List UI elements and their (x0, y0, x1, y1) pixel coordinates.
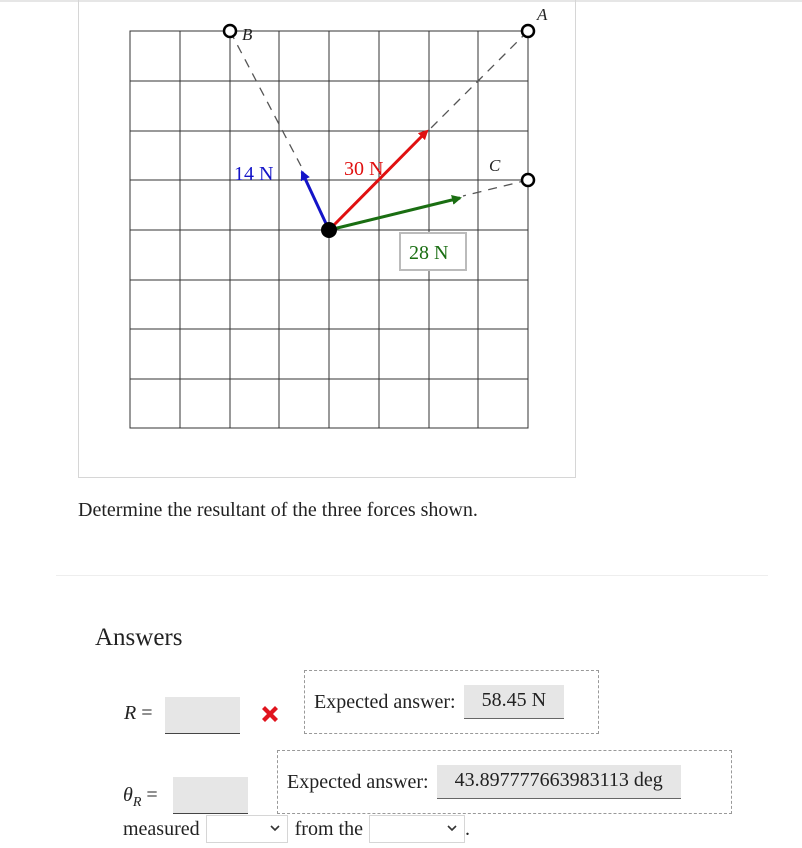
r-label (124, 702, 153, 725)
problem-prompt: Determine the resultant of the three forces shown. (78, 499, 478, 521)
section-divider (56, 575, 768, 576)
measured-row (123, 815, 470, 843)
period: . (464, 817, 470, 840)
r-answer-input[interactable] (165, 697, 240, 734)
measured-label: measured (123, 817, 200, 840)
r-equals: = (141, 702, 153, 724)
theta-expected-value: 43.897777663983113 deg (437, 765, 681, 799)
force-arrow-green (329, 198, 460, 230)
from-the-label: from the (294, 817, 363, 840)
force-figure (78, 0, 576, 478)
point-b-label: B (242, 25, 253, 44)
r-symbol: R (124, 702, 137, 724)
direction-select-1[interactable] (206, 815, 288, 843)
force-label-green: 28 N (409, 242, 449, 264)
theta-label (123, 784, 158, 811)
point-c-label: C (489, 156, 501, 175)
chevron-down-icon (446, 822, 458, 834)
point-a-marker (522, 25, 534, 37)
point-a-label: A (537, 5, 548, 24)
theta-equals: = (146, 784, 158, 806)
answers-heading: Answers (95, 624, 183, 651)
r-expected-answer (304, 670, 599, 734)
r-expected-label: Expected answer: (314, 690, 456, 713)
direction-select-2[interactable] (369, 815, 465, 843)
theta-expected-answer (277, 750, 732, 814)
chevron-down-icon (269, 822, 281, 834)
point-c-marker (522, 174, 534, 186)
theta-expected-label: Expected answer: (287, 770, 429, 793)
force-diagram (79, 0, 577, 478)
force-label-red: 30 N (344, 158, 384, 180)
r-expected-value: 58.45 N (464, 685, 564, 719)
force-label-blue: 14 N (234, 163, 274, 185)
origin-point (321, 222, 337, 238)
theta-symbol: θ (123, 784, 133, 806)
red-x-icon (259, 703, 281, 725)
theta-answer-input[interactable] (173, 777, 248, 814)
force-arrow-blue (302, 172, 329, 230)
point-b-marker (224, 25, 236, 37)
theta-subscript: R (132, 795, 142, 810)
